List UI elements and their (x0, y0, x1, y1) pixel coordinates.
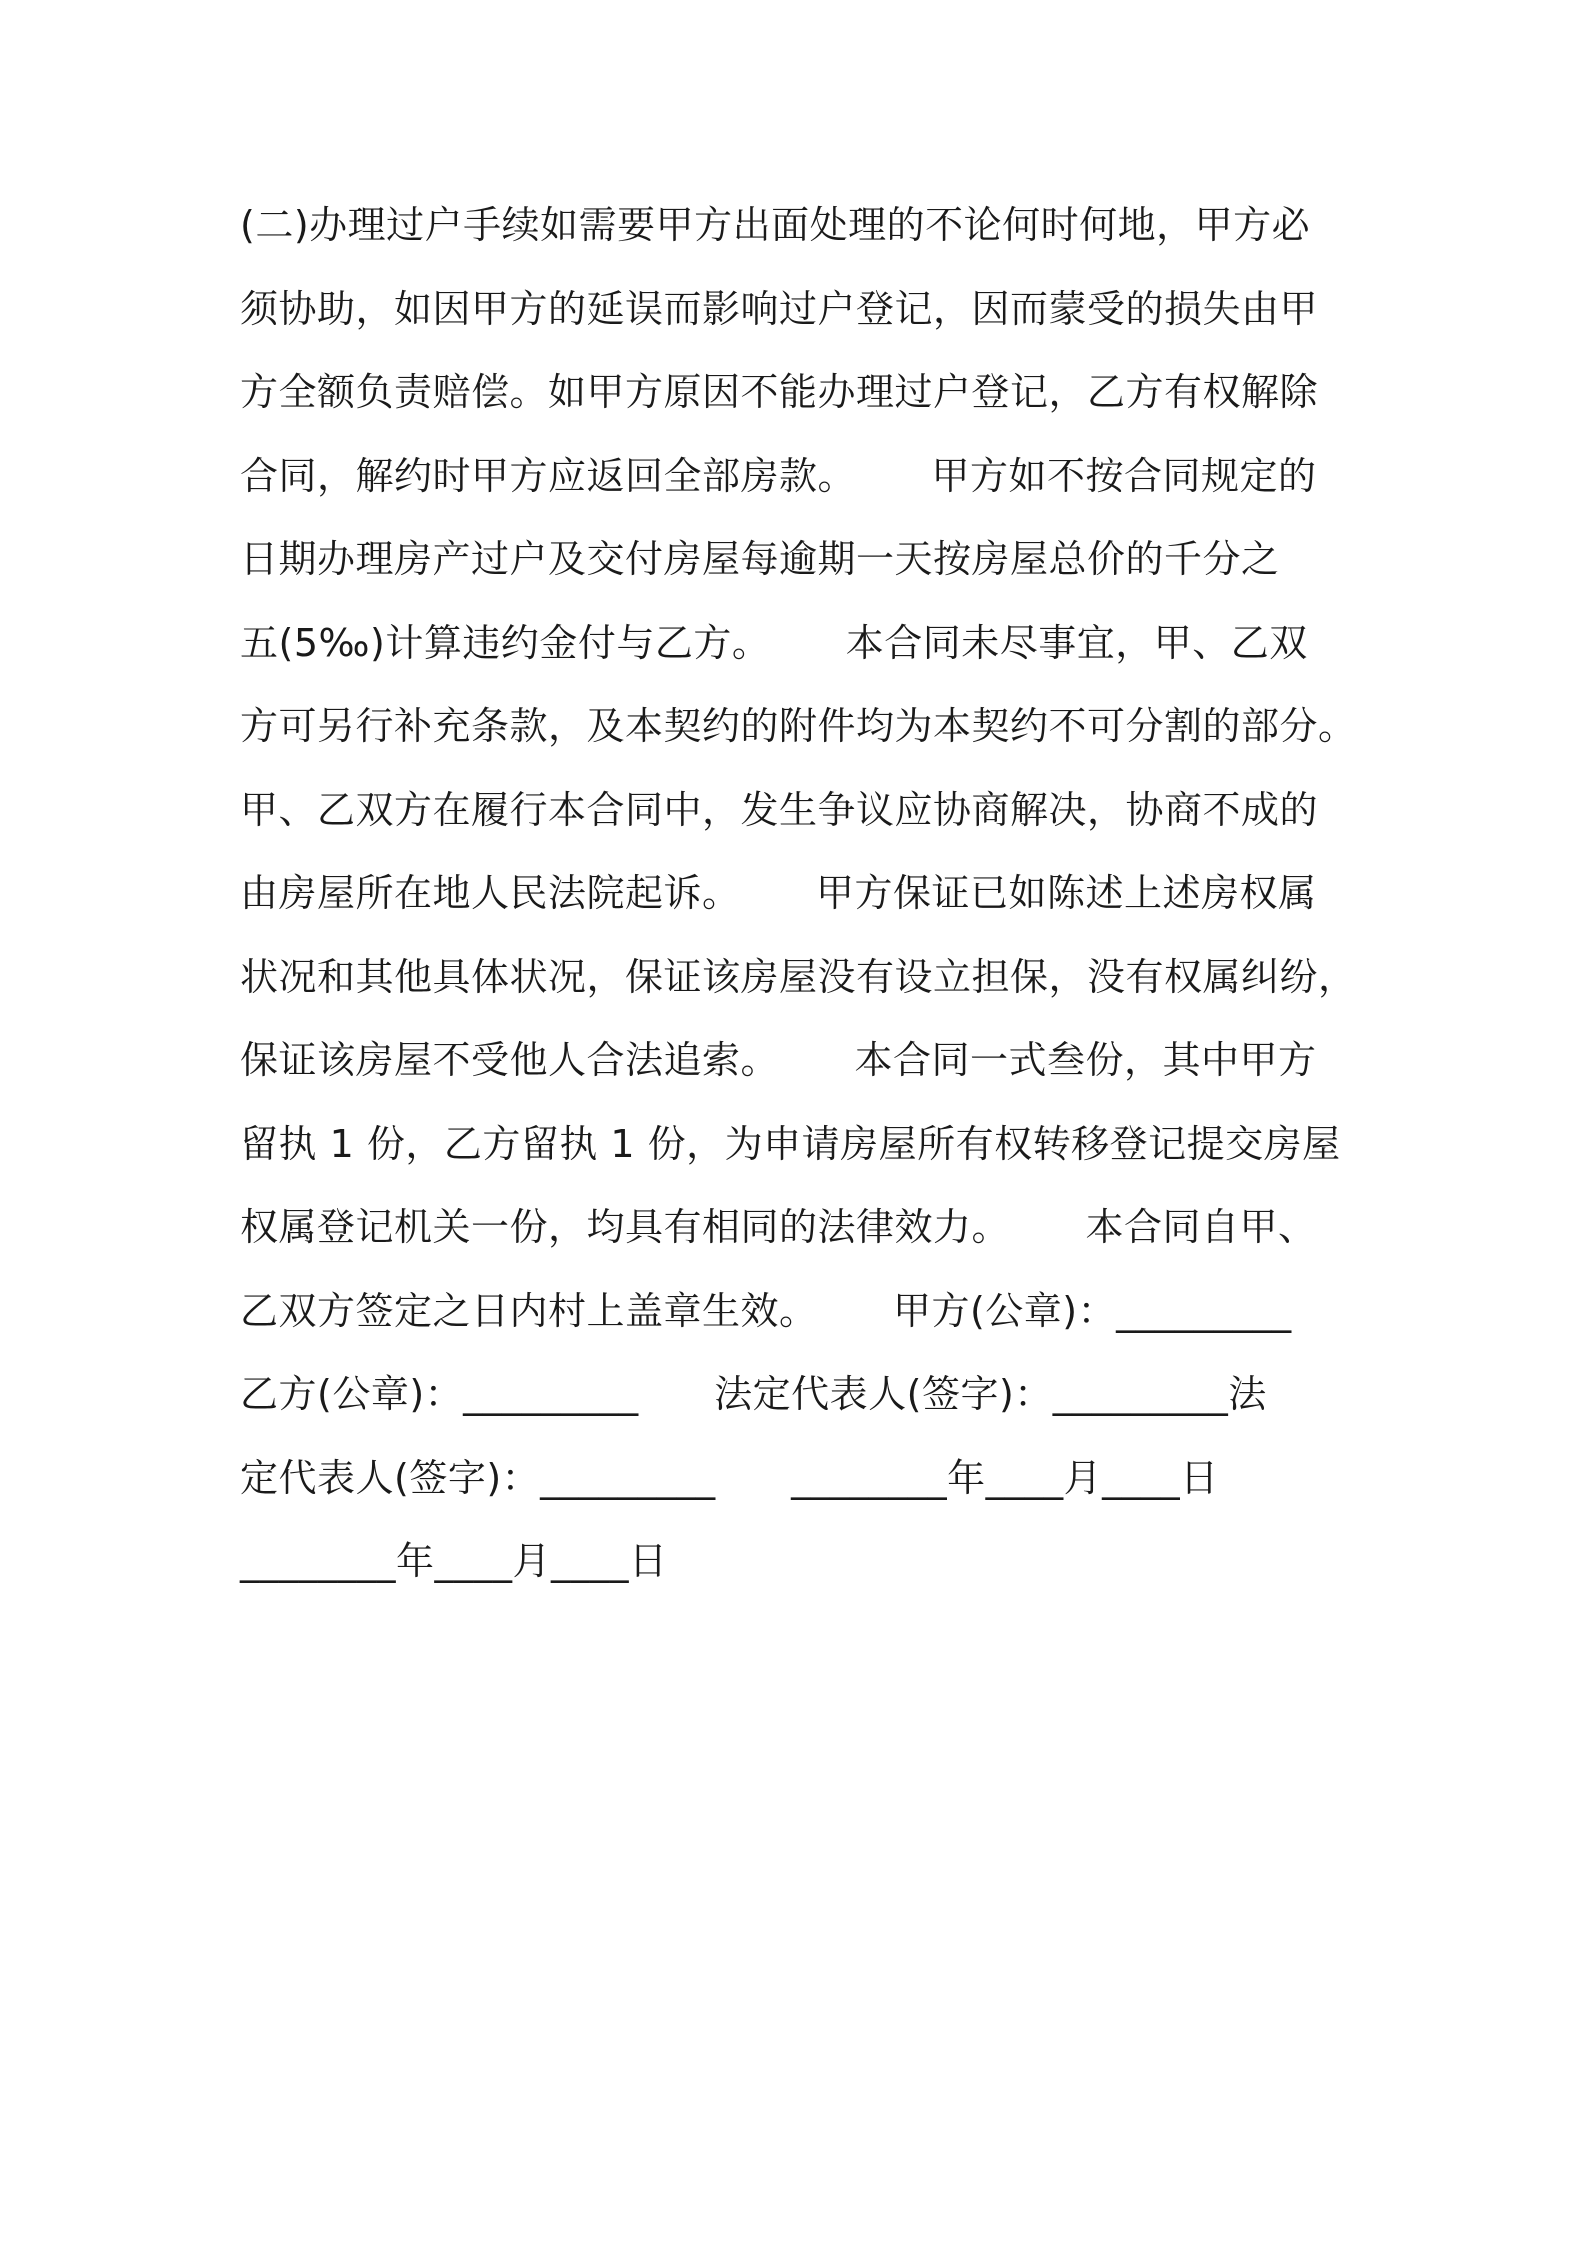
signature-date-line: ________年____月____日 (240, 1539, 668, 1583)
text-line: 由房屋所在地人民法院起诉。 甲方保证已如陈述上述房权属 (240, 871, 1317, 915)
text-line: 日期办理房产过户及交付房屋每逾期一天按房屋总价的千分之 (240, 537, 1280, 581)
text-line: 权属登记机关一份，均具有相同的法律效力。 本合同自甲、 (240, 1205, 1317, 1249)
signature-date-line: 定代表人(签字)：_________ ________年____月____日 (240, 1455, 1219, 1500)
text-line: 留执 1 份，乙方留执 1 份，为申请房屋所有权转移登记提交房屋 (240, 1121, 1341, 1166)
text-line: 方可另行补充条款，及本契约的附件均为本契约不可分割的部分。 (240, 704, 1357, 748)
text-line: 五(5‰)计算违约金付与乙方。 本合同未尽事宜，甲、乙双 (240, 620, 1308, 665)
text-line: 甲、乙双方在履行本合同中，发生争议应协商解决，协商不成的 (240, 787, 1319, 832)
text-line: 保证该房屋不受他人合法追索。 本合同一式叁份，其中甲方 (240, 1038, 1317, 1082)
text-line: 方全额负责赔偿。如甲方原因不能办理过户登记，乙方有权解除 (240, 370, 1319, 414)
signature-line-party-b: 乙方(公章)：_________ 法定代表人(签字)：_________法 (240, 1372, 1267, 1416)
text-line: 须协助，如因甲方的延误而影响过户登记，因而蒙受的损失由甲 (240, 286, 1319, 331)
signature-line-party-a: 乙双方签定之日内村上盖章生效。 甲方(公章)：_________ (240, 1288, 1292, 1333)
contract-body-text (240, 196, 1380, 1616)
text-line: 合同，解约时甲方应返回全部房款。 甲方如不按合同规定的 (240, 453, 1317, 498)
text-line: 状况和其他具体状况，保证该房屋没有设立担保，没有权属纠纷， (240, 954, 1357, 999)
text-line: (二)办理过户手续如需要甲方出面处理的不论何时何地，甲方必 (240, 203, 1311, 247)
